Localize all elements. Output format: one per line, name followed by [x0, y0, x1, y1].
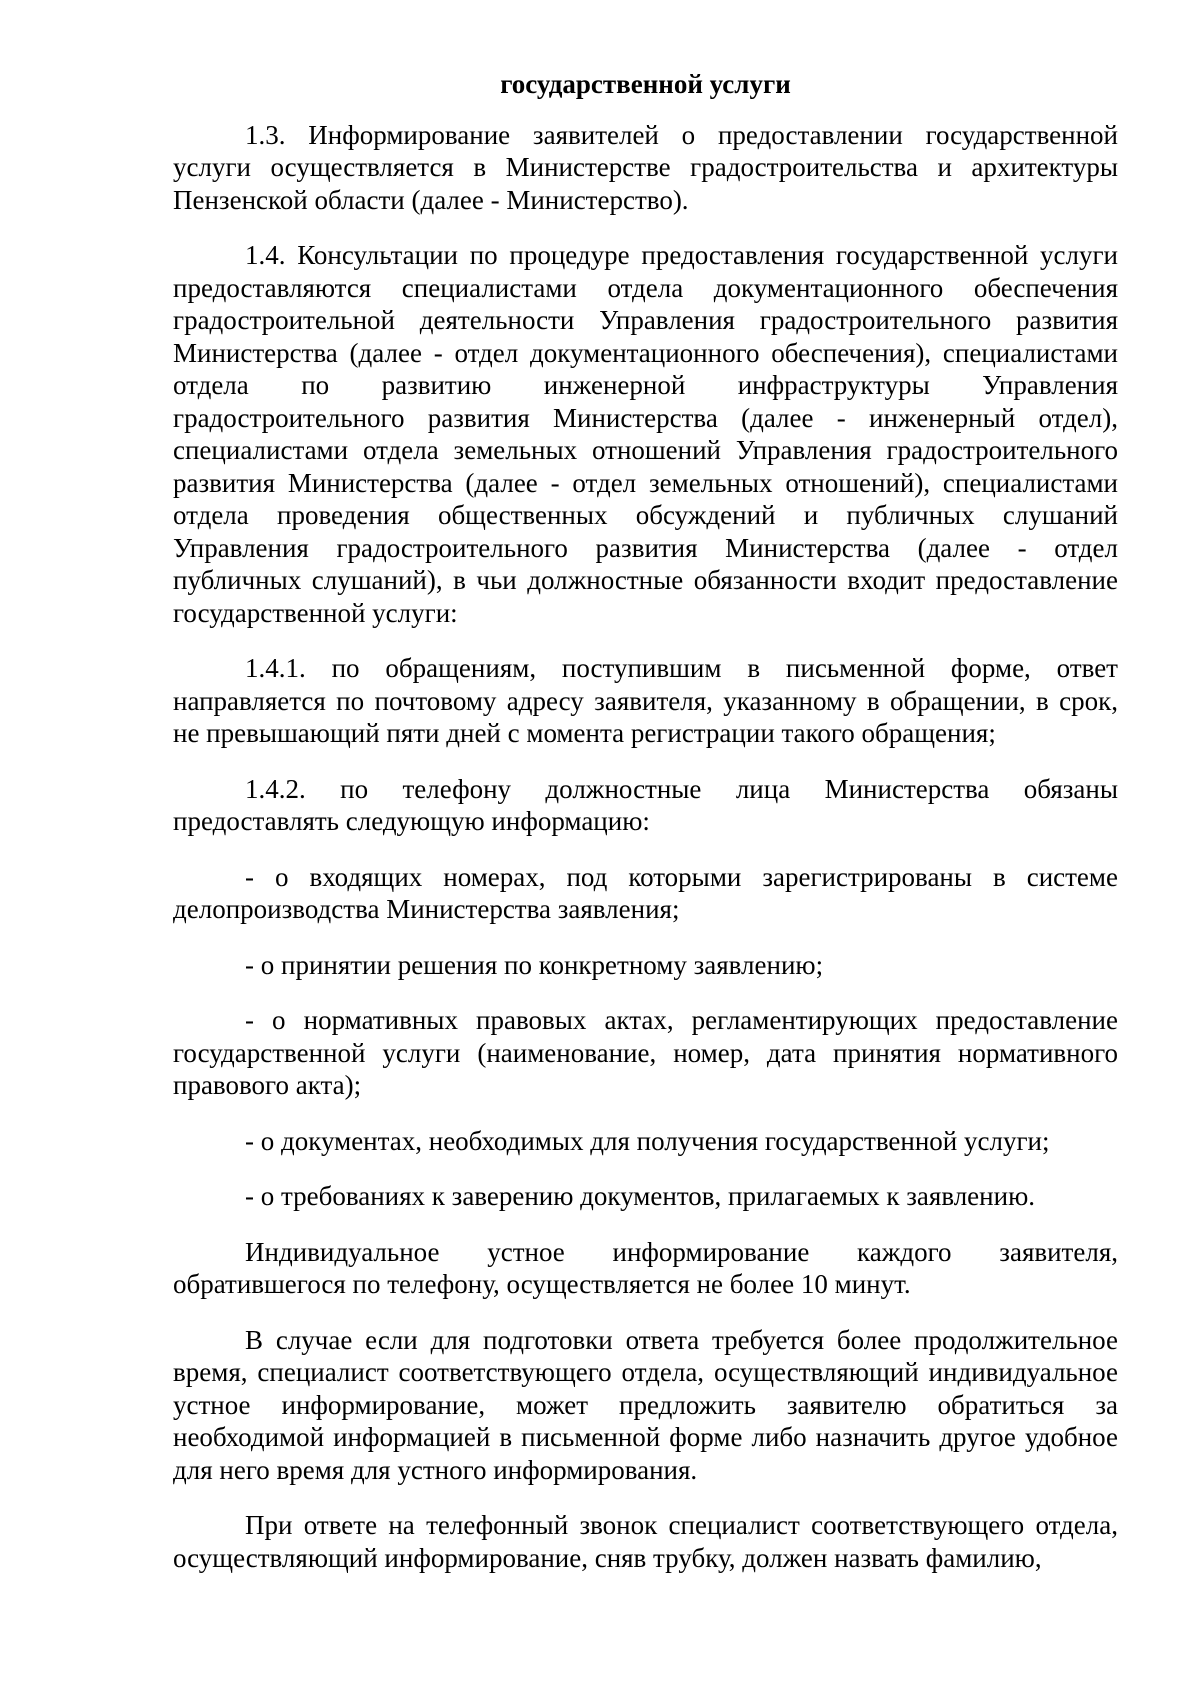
paragraph-1-4-2: 1.4.2. по телефону должностные лица Министерства обязаны предоставлять следующую информацию:: [173, 773, 1118, 836]
paragraph-1-3: 1.3. Информирование заявителей о предоставлении государственной услуги осуществляется в Министерстве градостроительства и архитектуры Пензенской области (далее - Министерство).: [173, 119, 1118, 215]
section-heading: государственной услуги: [500, 69, 791, 99]
list-item-incoming-numbers: - о входящих номерах, под которыми зарегистрированы в системе делопроизводства Министерства заявления;: [173, 861, 1118, 924]
paragraph-phone-answer: При ответе на телефонный звонок специалист соответствующего отдела, осуществляющий информирование, сняв трубку, должен назвать фамилию,: [173, 1510, 1118, 1573]
paragraph-1-4-1: 1.4.1. по обращениям, поступившим в письменной форме, ответ направляется по почтовому адресу заявителя, указанному в обращении, в срок, не превышающий пяти дней с момента регистрации такого обращения;: [173, 653, 1118, 748]
paragraph-individual-informing: Индивидуальное устное информирование каждого заявителя, обратившегося по телефону, осуществляется не более 10 минут.: [173, 1236, 1118, 1299]
paragraph-1-4: 1.4. Консультации по процедуре предоставления государственной услуги предоставляются специалистами отдела документационного обеспечения градостроительной деятельности Управления градостроительного развития Министерства (далее - отдел документационного обеспечения), специалистами отдела по развитию инженерной инфраструктуры Управления градостроительного развития Министерства (далее - инженерный отдел), специалистами отдела земельных отношений Управления градостроительного развития Министерства (далее - отдел земельных отношений), специалистами отдела проведения общественных обсуждений и публичных слушаний Управления градостроительного развития Министерства (далее - отдел публичных слушаний), в чьи должностные обязанности входит предоставление государственной услуги:: [173, 240, 1118, 628]
list-item-documents: - о документах, необходимых для получения государственной услуги;: [245, 1125, 1050, 1156]
paragraph-longer-time: В случае если для подготовки ответа требуется более продолжительное время, специалист соответствующего отдела, осуществляющий индивидуальное устное информирование, может предложить заявителю обратиться за необходимой информацией в письменной форме либо назначить другое удобное для него время для устного информирования.: [173, 1324, 1118, 1485]
list-item-certification: - о требованиях к заверению документов, прилагаемых к заявлению.: [245, 1181, 1035, 1211]
list-item-legal-acts: - о нормативных правовых актах, регламентирующих предоставление государственной услуги (наименование, номер, дата принятия нормативного правового акта);: [173, 1005, 1118, 1100]
document-page: [173, 68, 1118, 1574]
list-item-decision: - о принятии решения по конкретному заявлению;: [245, 949, 824, 980]
